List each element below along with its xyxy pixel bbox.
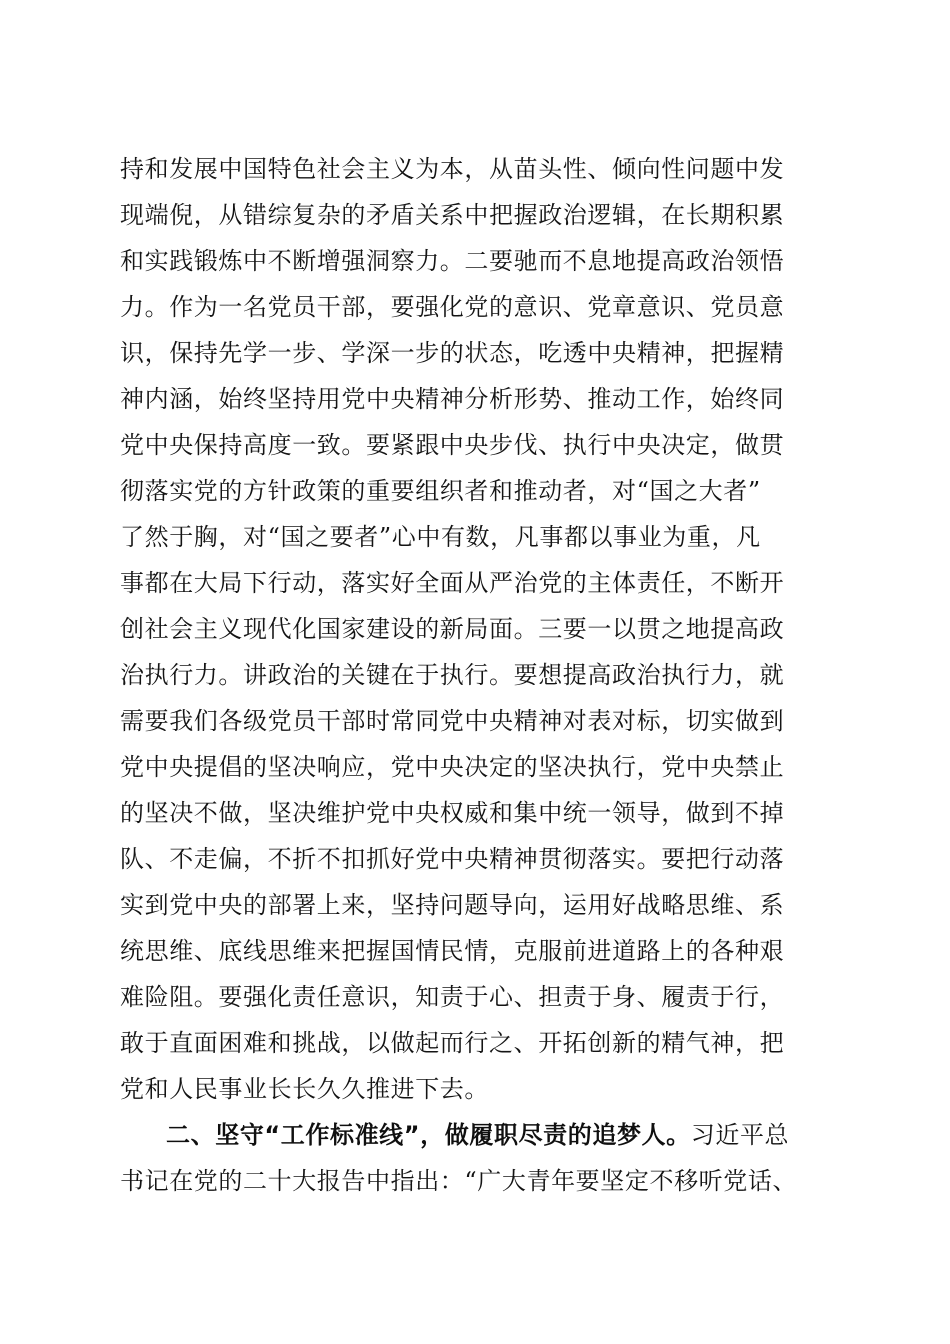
text-line-5: 识，保持先学一步、学深一步的状态，吃透中央精神，把握精 — [120, 339, 785, 367]
document-body — [120, 146, 840, 1204]
text-line-4: 力。作为一名党员干部，要强化党的意识、党章意识、党员意 — [120, 293, 785, 321]
section-heading-line — [120, 1112, 840, 1158]
text-line-12: 治执行力。讲政治的关键在于执行。要想提高政治执行力，就 — [120, 661, 785, 689]
text-line-13: 需要我们各级党员干部时常同党中央精神对表对标，切实做到 — [120, 707, 785, 735]
text-line-19: 难险阻。要强化责任意识，知责于心、担责于身、履责于行， — [120, 983, 785, 1011]
text-line-9: 了然于胸，对“国之要者”心中有数，凡事都以事业为重，凡 — [120, 523, 761, 551]
section-heading-tail: 习近平总 — [690, 1121, 790, 1149]
text-line-8: 彻落实党的方针政策的重要组织者和推动者，对“国之大者” — [120, 477, 761, 505]
text-line-18: 统思维、底线思维来把握国情民情，克服前进道路上的各种艰 — [120, 937, 785, 965]
text-line-last: 书记在党的二十大报告中指出：“广大青年要坚定不移听党话、 — [120, 1167, 798, 1195]
text-line-20: 敢于直面困难和挑战，以做起而行之、开拓创新的精气神，把 — [120, 1029, 785, 1057]
text-line-1: 持和发展中国特色社会主义为本，从苗头性、倾向性问题中发 — [120, 155, 785, 183]
text-line-14: 党中央提倡的坚决响应，党中央决定的坚决执行，党中央禁止 — [120, 753, 785, 781]
text-line-2: 现端倪，从错综复杂的矛盾关系中把握政治逻辑，在长期积累 — [120, 201, 785, 229]
text-line-21: 党和人民事业长长久久推进下去。 — [120, 1075, 489, 1103]
text-line-16: 队、不走偏，不折不扣抓好党中央精神贯彻落实。要把行动落 — [120, 845, 785, 873]
text-line-15: 的坚决不做，坚决维护党中央权威和集中统一领导，做到不掉 — [120, 799, 785, 827]
section-heading: 二、坚守“工作标准线”，做履职尽责的追梦人。 — [166, 1121, 691, 1149]
text-line-17: 实到党中央的部署上来，坚持问题导向，运用好战略思维、系 — [120, 891, 785, 919]
text-line-11: 创社会主义现代化国家建设的新局面。三要一以贯之地提高政 — [120, 615, 785, 643]
text-line-6: 神内涵，始终坚持用党中央精神分析形势、推动工作，始终同 — [120, 385, 785, 413]
text-line-10: 事都在大局下行动，落实好全面从严治党的主体责任，不断开 — [120, 569, 785, 597]
text-line-7: 党中央保持高度一致。要紧跟中央步伐、执行中央决定，做贯 — [120, 431, 785, 459]
text-line-3: 和实践锻炼中不断增强洞察力。二要驰而不息地提高政治领悟 — [120, 247, 785, 275]
